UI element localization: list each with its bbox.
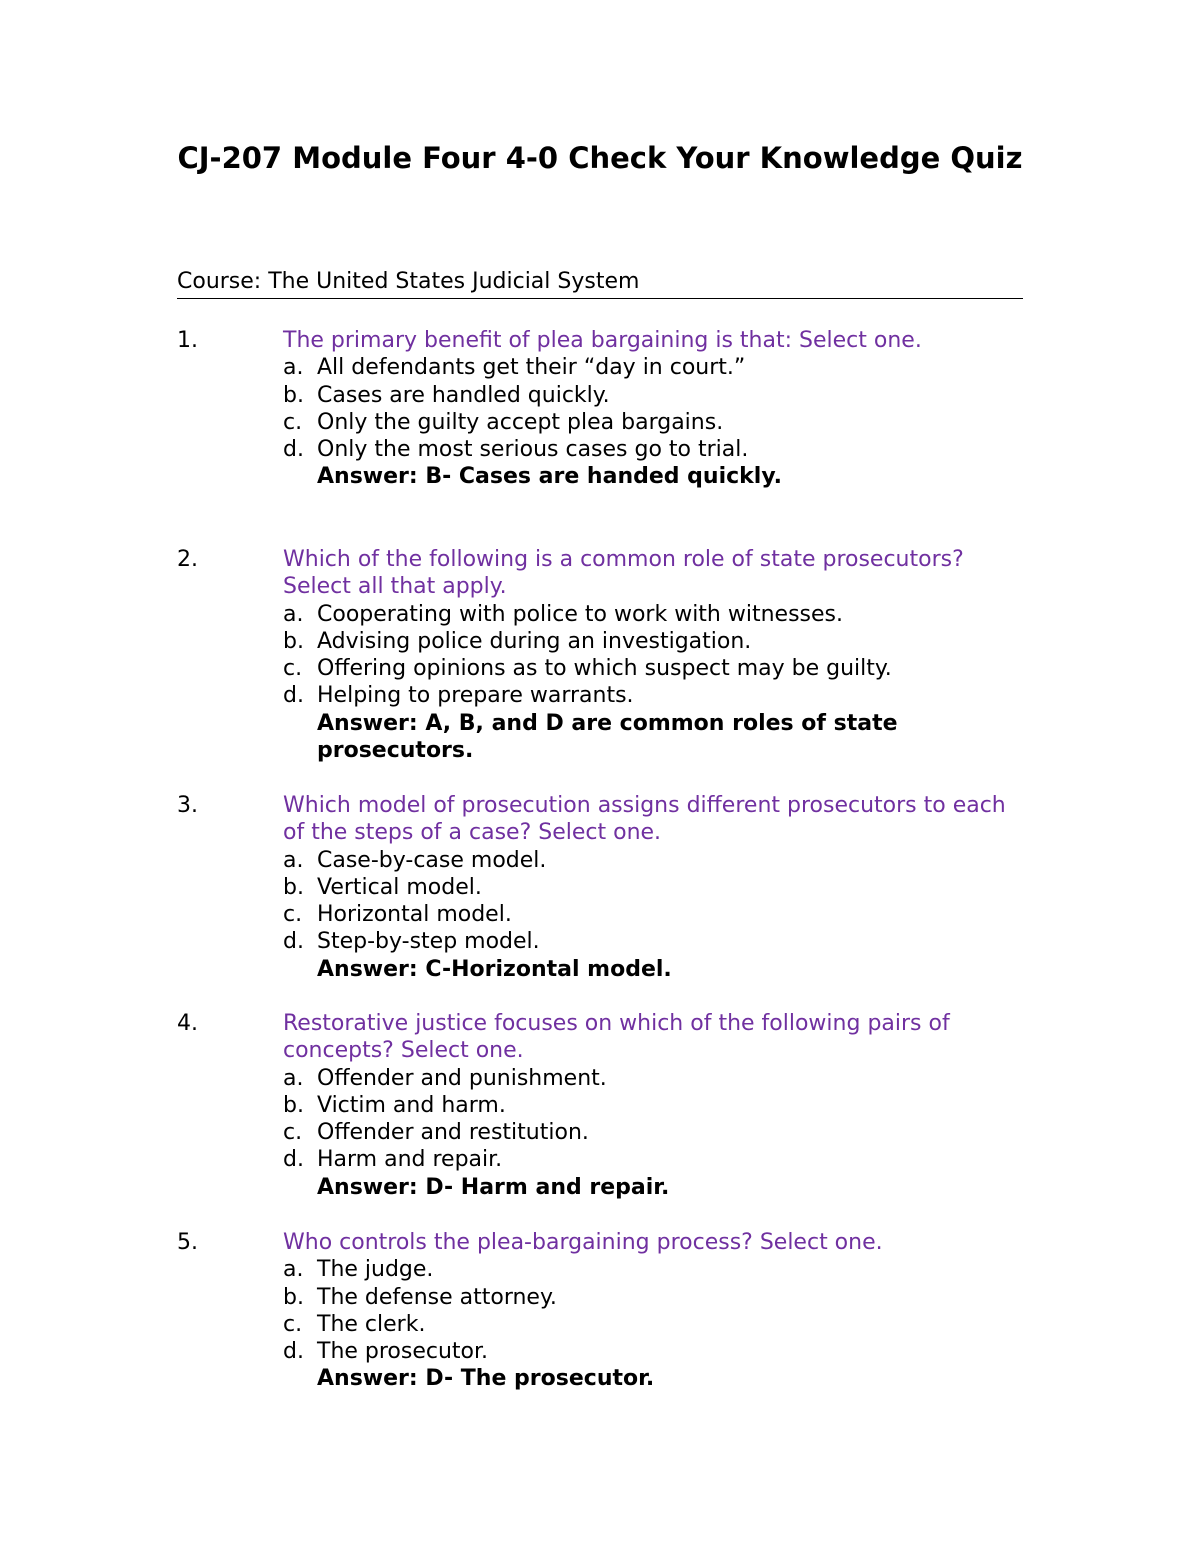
option-b <box>283 874 1023 901</box>
option-letter: b. <box>283 1092 304 1118</box>
option-letter: d. <box>283 929 304 955</box>
answer-text: Answer: D- Harm and repair. <box>317 1174 670 1200</box>
option-text: Offering opinions as to which suspect may be guilty. <box>317 656 892 682</box>
option-letter: c. <box>283 1120 303 1146</box>
option-d <box>283 436 1023 463</box>
answer-text: Answer: D- The prosecutor. <box>317 1366 655 1392</box>
question-1 <box>177 327 1023 491</box>
option-b <box>283 1284 1023 1311</box>
option-letter: a. <box>283 601 304 627</box>
option-a <box>283 601 1023 628</box>
option-text: Cases are handled quickly. <box>317 382 610 408</box>
option-c <box>283 409 1023 436</box>
option-text: The prosecutor. <box>317 1339 489 1365</box>
option-text: The judge. <box>317 1257 434 1283</box>
question-prompt: Restorative justice focuses on which of the following pairs of concepts? Select one. <box>283 1011 950 1064</box>
option-text: The clerk. <box>317 1311 426 1337</box>
question-2 <box>177 546 1023 764</box>
option-letter: a. <box>283 847 304 873</box>
question-number: 1. <box>177 328 198 353</box>
answer-text: Answer: A, B, and D are common roles of state prosecutors. <box>317 710 898 764</box>
answer-text: Answer: B- Cases are handed quickly. <box>317 464 783 490</box>
option-c <box>283 655 1023 682</box>
answer-text: Answer: C-Horizontal model. <box>317 956 672 982</box>
question-prompt: Which model of prosecution assigns different prosecutors to each of the steps of a case? Select one. <box>283 793 1006 846</box>
option-a <box>283 1065 1023 1092</box>
option-b <box>283 628 1023 655</box>
option-text: Harm and repair. <box>317 1147 503 1173</box>
option-text: All defendants get their “day in court.” <box>317 355 746 381</box>
option-text: Only the guilty accept plea bargains. <box>317 409 724 435</box>
option-c <box>283 901 1023 928</box>
option-text: Vertical model. <box>317 874 482 900</box>
option-d <box>283 928 1023 955</box>
option-letter: b. <box>283 382 304 408</box>
option-letter: c. <box>283 656 303 682</box>
option-letter: b. <box>283 1284 304 1310</box>
option-c <box>283 1311 1023 1338</box>
question-number: 2. <box>177 547 198 572</box>
option-text: Offender and punishment. <box>317 1065 607 1091</box>
option-letter: a. <box>283 1257 304 1283</box>
option-text: Step-by-step model. <box>317 929 540 955</box>
option-letter: c. <box>283 1311 303 1337</box>
question-number: 4. <box>177 1011 198 1036</box>
option-letter: b. <box>283 874 304 900</box>
option-a <box>283 847 1023 874</box>
question-prompt: The primary benefit of plea bargaining is that: Select one. <box>283 328 922 353</box>
option-d <box>283 682 1023 709</box>
question-3 <box>177 792 1023 983</box>
question-prompt: Which of the following is a common role of state prosecutors? Select all that apply. <box>283 547 964 600</box>
question-5 <box>177 1229 1023 1393</box>
option-letter: c. <box>283 409 303 435</box>
option-letter: d. <box>283 1147 304 1173</box>
option-text: Horizontal model. <box>317 902 512 928</box>
option-b <box>283 1092 1023 1119</box>
option-letter: d. <box>283 683 304 709</box>
course-line: Course: The United States Judicial System <box>177 268 1023 299</box>
option-letter: d. <box>283 437 304 463</box>
option-text: Helping to prepare warrants. <box>317 683 634 709</box>
question-number: 5. <box>177 1230 198 1255</box>
option-d <box>283 1146 1023 1173</box>
option-text: Offender and restitution. <box>317 1120 589 1146</box>
option-d <box>283 1338 1023 1365</box>
question-4 <box>177 1010 1023 1201</box>
option-text: Advising police during an investigation. <box>317 628 752 654</box>
option-letter: a. <box>283 355 304 381</box>
option-c <box>283 1119 1023 1146</box>
option-text: Only the most serious cases go to trial. <box>317 437 749 463</box>
option-text: Victim and harm. <box>317 1092 506 1118</box>
option-letter: a. <box>283 1065 304 1091</box>
option-a <box>283 1256 1023 1283</box>
question-number: 3. <box>177 793 198 818</box>
option-text: Case-by-case model. <box>317 847 547 873</box>
option-text: The defense attorney. <box>317 1284 557 1310</box>
question-prompt: Who controls the plea-bargaining process? Select one. <box>283 1230 883 1255</box>
option-a <box>283 354 1023 381</box>
option-text: Cooperating with police to work with witnesses. <box>317 601 843 627</box>
page-title: CJ-207 Module Four 4-0 Check Your Knowledge Quiz <box>177 141 1023 175</box>
option-b <box>283 382 1023 409</box>
option-letter: c. <box>283 902 303 928</box>
option-letter: d. <box>283 1339 304 1365</box>
option-letter: b. <box>283 628 304 654</box>
